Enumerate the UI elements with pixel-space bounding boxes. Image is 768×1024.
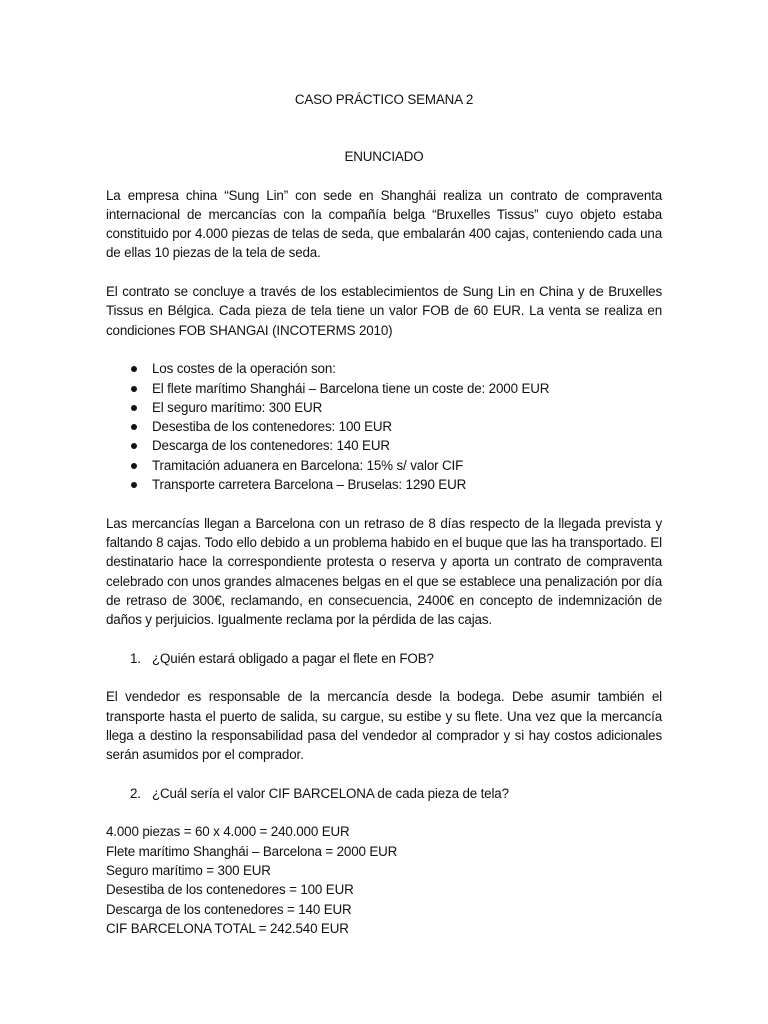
- bullet-icon: [131, 424, 137, 430]
- paragraph-delay: Las mercancías llegan a Barcelona con un retraso de 8 días respecto de la llegada prevista y faltando 8 cajas. Todo ello debido a un problema habido en el buque que las ha transportado. El destinatario hace la correspondiente protesta o reserva y aporta un contrato de compraventa celebrado con unos grandes almacenes belgas en el que se establece una penalización por día de retraso de 300€, reclamando, en consecuencia, 2400€ en concepto de indemnización de daños y perjuicios. Igualmente reclama por la pérdida de las cajas.: [106, 515, 662, 628]
- question-2: [106, 784, 662, 803]
- list-item: Los costes de la operación son:: [106, 359, 662, 378]
- spacer: [106, 765, 662, 784]
- bullet-icon: [131, 366, 137, 372]
- bullet-icon: [131, 443, 137, 449]
- calculation-line: Flete marítimo Shanghái – Barcelona = 2000 EUR: [106, 843, 398, 859]
- paragraph-intro: La empresa china “Sung Lin” con sede en Shanghái realiza un contrato de compraventa internacional de mercancías con la compañía belga “Bruxelles Tissus” cuyo objeto estaba constituido por 4.000 piezas de telas de seda, que embalarán 400 cajas, conteniendo cada una de ellas 10 piezas de la tela de seda.: [106, 187, 662, 261]
- bullet-icon: [131, 482, 137, 488]
- list-item: Desestiba de los contenedores: 100 EUR: [106, 417, 662, 436]
- answer-1: El vendedor es responsable de la mercancía desde la bodega. Debe asumir también el transporte hasta el puerto de salida, su cargue, su estibe y su flete. Una vez que la mercancía llega a destino la responsabilidad pasa del vendedor al comprador y si hay costos adicionales serán asumidos por el comprador.: [106, 689, 662, 763]
- paragraph-contract: El contrato se concluye a través de los establecimientos de Sung Lin en China y de Bruxelles Tissus en Bélgica. Cada pieza de tela tiene un valor FOB de 60 EUR. La venta se realiza en condiciones FOB SHANGAI (INCOTERMS 2010): [106, 284, 662, 338]
- section-heading: ENUNCIADO: [344, 149, 424, 165]
- list-item: El seguro marítimo: 300 EUR: [106, 398, 662, 417]
- bullet-icon: [131, 386, 137, 392]
- question-1: [106, 649, 662, 668]
- document-body: [106, 90, 662, 938]
- spacer: [106, 340, 662, 359]
- calculation-total: CIF BARCELONA TOTAL = 242.540 EUR: [106, 920, 349, 936]
- bullet-icon: [131, 463, 137, 469]
- list-item: El flete marítimo Shanghái – Barcelona tiene un coste de: 2000 EUR: [106, 379, 662, 398]
- question-number: 1.: [130, 650, 141, 666]
- spacer: [106, 629, 662, 648]
- calculation-line: 4.000 piezas = 60 x 4.000 = 240.000 EUR: [106, 824, 350, 840]
- list-item: Transporte carretera Barcelona – Bruselas: 1290 EUR: [106, 475, 662, 494]
- calculation-line: Descarga de los contenedores = 140 EUR: [106, 901, 352, 917]
- list-item: Tramitación aduanera en Barcelona: 15% s/ valor CIF: [106, 456, 662, 475]
- spacer: [106, 263, 662, 282]
- question-number: 2.: [130, 785, 141, 801]
- list-item: Descarga de los contenedores: 140 EUR: [106, 436, 662, 455]
- calculation-line: Desestiba de los contenedores = 100 EUR: [106, 882, 354, 898]
- bullet-icon: [131, 405, 137, 411]
- spacer: [106, 803, 662, 822]
- calculation-line: Seguro marítimo = 300 EUR: [106, 862, 271, 878]
- question-text: ¿Cuál sería el valor CIF BARCELONA de cada pieza de tela?: [152, 785, 509, 801]
- document-title: CASO PRÁCTICO SEMANA 2: [294, 92, 474, 107]
- spacer: [106, 668, 662, 687]
- spacer: [106, 494, 662, 513]
- cost-list: [106, 359, 662, 494]
- question-text: ¿Quién estará obligado a pagar el flete en FOB?: [152, 650, 434, 666]
- calculation-block: [106, 822, 662, 938]
